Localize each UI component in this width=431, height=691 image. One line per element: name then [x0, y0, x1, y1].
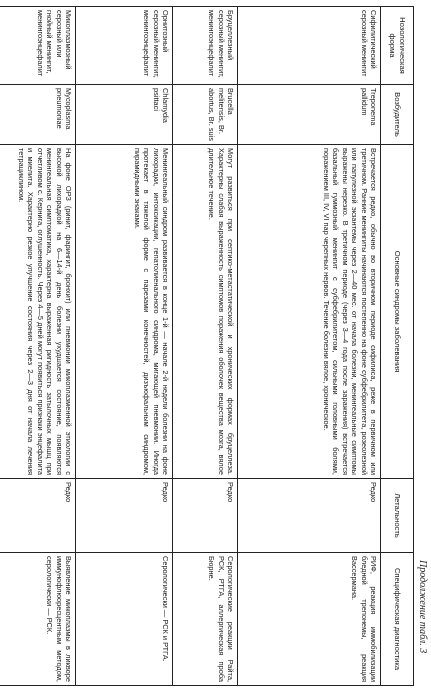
cell-lethality: Редко [238, 479, 381, 553]
table-row [173, 7, 238, 686]
table-continuation-label: Продолжение табл. 3 [417, 560, 428, 654]
cell-syndromes: Менингеальный синдром развивается в конце 1-й — начале 2-й недели болезни на фоне лихорадки, интоксикации, гепатолиенального синдрома, мигающей пневмонии. Иногда протекает в тяжелой форме с парезами конечностей, дизъюфальным синдромом, пирамидными знаками. [76, 145, 173, 479]
cell-syndromes: Могут развиться при септико-метастатической и хронических формах бруцеллеза. Характерны слабая выраженность симптомов поражения оболочек вещества мозга, вялое длительное течение. [173, 145, 238, 479]
table-row [238, 7, 381, 686]
header-syndromes: Основные синдромы заболевания [381, 145, 414, 479]
cell-lethality: Редко [76, 479, 173, 553]
cell-syndromes: На фоне ОРЗ (ринит, фарингит, бронхит) или пневмонии микоплазменной этиологии с высокой лихорадкой на 6—14-й день болезни ухудшается состояние, появляются менингеальная симптоматика, характерна выраженная ригидность затылочных мышц при отчетливом с. Кернига, оглушенность. Через 4—5 дней могут появиться признаки энцефалита и миелита. Характерно резкое улучшение состояния через 2—3 дня от начала лечения тетрациклином. [0, 145, 76, 479]
cell-lethality: Редко [173, 479, 238, 553]
header-lethality: Летальность [381, 479, 414, 553]
disease-table [0, 6, 414, 686]
cell-pathogen: Brucella melitensis, Br. abortus, Br. suis [173, 85, 238, 145]
cell-diagnostics: Выявление микоплазмы в ликворе иммунофлюоресцентным методом, серологически — РСК. [0, 553, 76, 686]
cell-form: Бруцеллезный серозный менингит, менингоэнцефалит [173, 7, 238, 85]
header-nosological-form: Нозологическая форма [381, 7, 414, 85]
cell-diagnostics: Серологически — РСК и РТГА. [76, 553, 173, 686]
cell-pathogen: Treponema pallidum [238, 85, 381, 145]
header-diagnostics: Специфическая диагностика [381, 553, 414, 686]
cell-form: Микоплазмозный серозный или гнойный менингит, менингоэнцефалит [0, 7, 76, 85]
cell-diagnostics: Серологические реакции Райта, РСК, РТГА, аллергическая проба Бюрне. [173, 553, 238, 686]
cell-pathogen: Mycoplasma pneumoniae [0, 85, 76, 145]
table-header-row [381, 7, 414, 686]
cell-pathogen: Chlamydia psittaci [76, 85, 173, 145]
table-row [0, 7, 76, 686]
cell-lethality: Редко [0, 479, 76, 553]
cell-syndromes: Встречается редко, обычно во вторичном периоде сифилиса, реже в первичном или третичном. Ранние менингиты начинаются постепенно на фоне субфебрилитета, розеолезной или папулезной экзантемы через 2—40 мес. от начала болезни, менингеальные симптомы выражены нерезко. В третичном периоде (через 3—4 года после заражения) встречается базальный гуммозный менингит с субфебрилитетом, сильными головными болями, поражением III, IV, VI пар черепных нервов. Течение болезни вялое, хроническое. [238, 145, 381, 479]
cell-diagnostics: РИФ, реакция иммобилизации бледной трепонемы, реакция Вассермана. [238, 553, 381, 686]
table-row [76, 7, 173, 686]
header-pathogen: Возбудитель [381, 85, 414, 145]
cell-form: Сифилитический серозный менингит [238, 7, 381, 85]
cell-form: Орнитозный серозный менингит, менингоэнцефалит [76, 7, 173, 85]
